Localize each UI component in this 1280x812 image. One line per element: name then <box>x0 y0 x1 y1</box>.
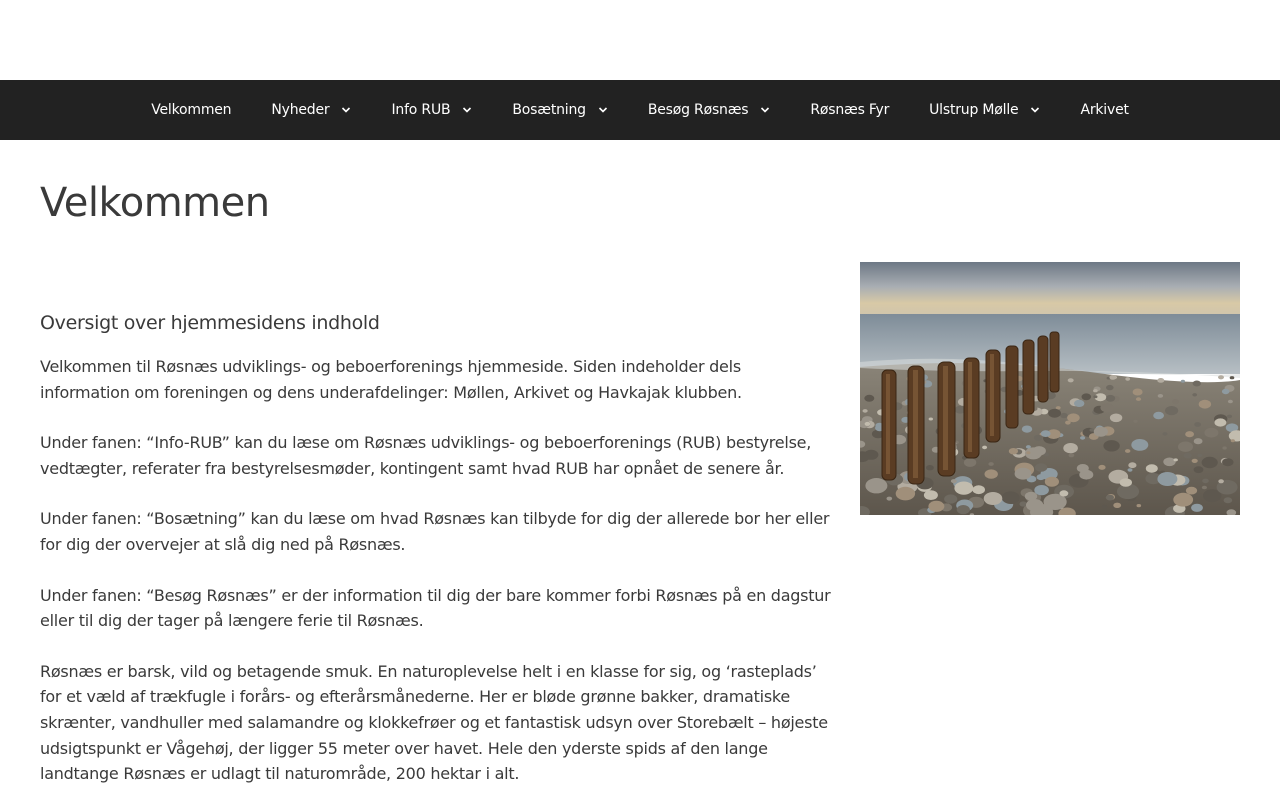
paragraph-bosaetning: Under fanen: “Bosætning” kan du læse om hvad Røsnæs kan tilbyde for dig der allerede bor her eller for dig der overvejer at slå dig ned på Røsnæs. <box>40 509 830 554</box>
nav-item-label: Ulstrup Mølle <box>929 102 1019 118</box>
chevron-down-icon[interactable] <box>760 105 770 115</box>
main-column <box>40 312 835 812</box>
nav-item-label: Røsnæs Fyr <box>810 102 890 118</box>
nav-item-besøg-røsnæs[interactable] <box>628 80 791 140</box>
section-heading: Oversigt over hjemmesidens indhold <box>40 312 380 334</box>
nav-item-bosætning[interactable] <box>492 80 627 140</box>
page-title: Velkommen <box>40 180 270 226</box>
nav-item-label: Nyheder <box>271 102 330 118</box>
paragraph-info-rub: Under fanen: “Info-RUB” kan du læse om Røsnæs udviklings- og beboerforenings (RUB) bestyrelse, vedtægter, referater fra bestyrelsesmøder, kontingent samt hvad RUB har opnået de senere år. <box>40 433 812 478</box>
nav-item-røsnæs-fyr[interactable] <box>790 80 909 140</box>
nav-item-label: Velkommen <box>151 102 232 118</box>
chevron-down-icon[interactable] <box>1030 105 1040 115</box>
chevron-down-icon[interactable] <box>341 105 351 115</box>
paragraph-intro: Velkommen til Røsnæs udviklings- og beboerforenings hjemmeside. Siden indeholder dels information om foreningen og dens underafdelinger: Møllen, Arkivet og Havkajak klubben. <box>40 357 742 402</box>
nav-item-label: Info RUB <box>391 102 451 118</box>
nav-item-nyheder[interactable] <box>251 80 371 140</box>
nav-item-label: Besøg Røsnæs <box>647 102 749 118</box>
chevron-down-icon[interactable] <box>598 105 608 115</box>
nav-item-velkommen[interactable] <box>131 80 251 140</box>
nav-item-label: Bosætning <box>512 102 586 118</box>
coast-photo <box>860 262 1240 515</box>
nav-item-info-rub[interactable] <box>371 80 492 140</box>
main-navigation <box>0 80 1280 140</box>
nav-item-ulstrup-mølle[interactable] <box>909 80 1060 140</box>
site-header <box>0 0 1280 80</box>
paragraph-besoeg: Under fanen: “Besøg Røsnæs” er der information til dig der bare kommer forbi Røsnæs på en dagstur eller til dig der tager på længere ferie til Røsnæs. <box>40 585 831 631</box>
nav-item-arkivet[interactable] <box>1060 80 1148 140</box>
paragraph-nature: Røsnæs er barsk, vild og betagende smuk. En naturoplevelse helt i en klasse for sig, og ‘rasteplads’ for et væld af trækfugle i forårs- og efterårsmånederne. Her er bløde grønne bakker, dramatiske skrænter, vandhuller med salamandre og klokkefrøer og et fantastisk udsyn over Storebælt – højeste udsigtspunkt er Vågehøj, der ligger 55 meter over havet. Hele den yderste spids af den lange landtange Røsnæs er udlagt til naturområde, 200 hektar i alt. <box>40 661 828 784</box>
nav-item-label: Arkivet <box>1080 102 1129 118</box>
chevron-down-icon[interactable] <box>462 105 472 115</box>
